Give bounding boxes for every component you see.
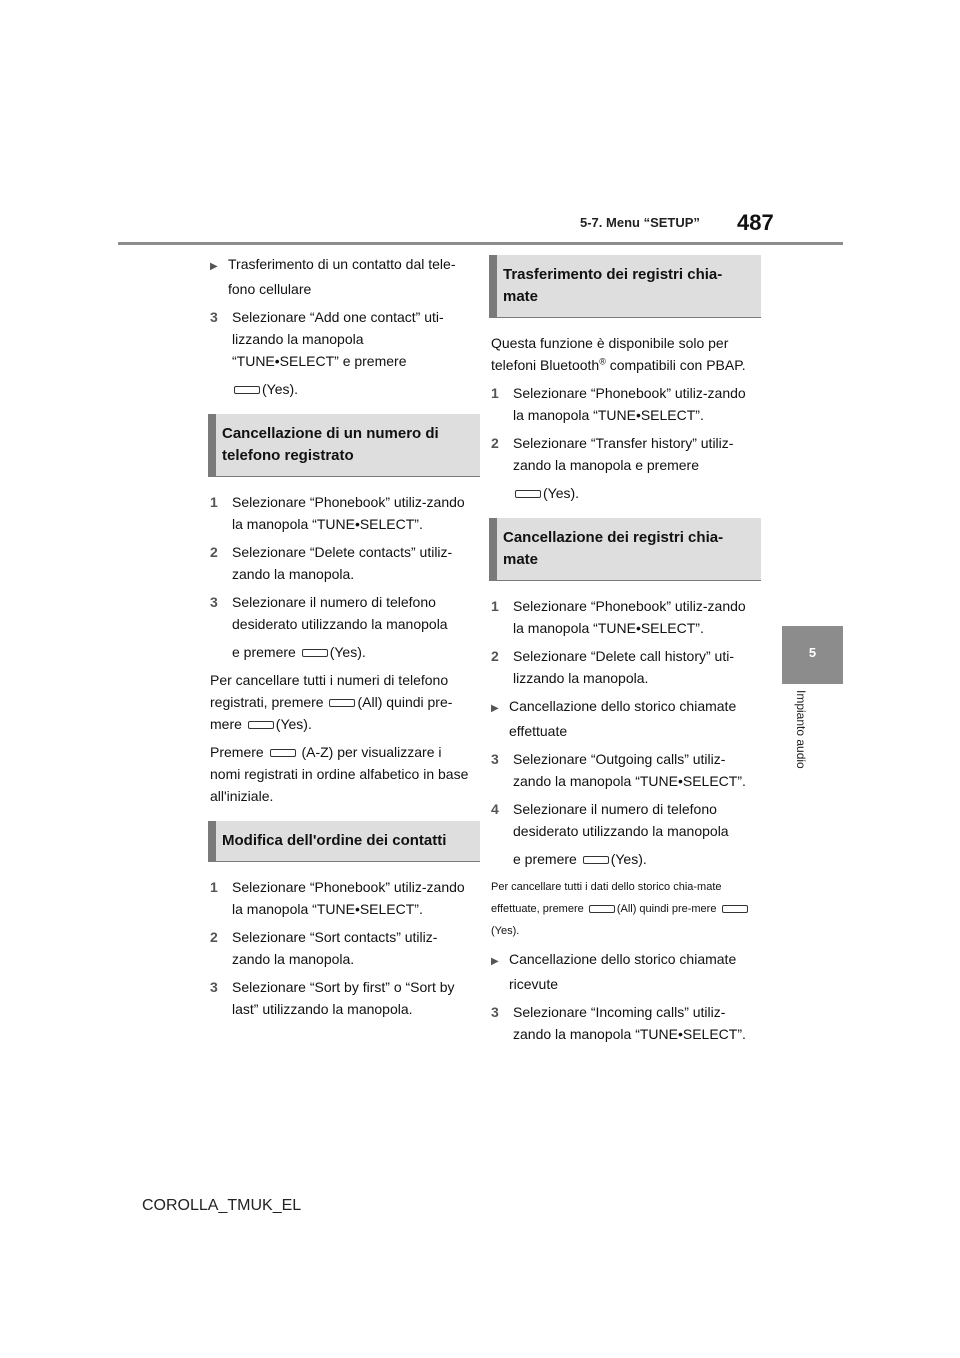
page-number: 487: [737, 210, 774, 235]
chapter-tab: [782, 626, 843, 684]
intro-text: Questa funzione è disponibile solo per telefoni Bluetooth® compatibili con PBAP.: [491, 335, 746, 373]
section-title: 5-7. Menu “SETUP”: [580, 215, 700, 230]
screen-button-icon: [270, 749, 296, 757]
heading-delete-number: Cancellazione di un numero di telefono registrato: [208, 414, 480, 477]
bullet-transfer-contact: ▶ Trasferimento di un contatto dal tele-fono cellulare: [210, 256, 456, 297]
screen-button-icon: [589, 905, 615, 913]
triangle-bullet-icon: ▶: [491, 956, 499, 967]
step-2: 2 Selezionare “Delete contacts” utiliz-zando la manopola.: [210, 544, 453, 582]
header-divider: [118, 242, 843, 245]
right-column: [491, 253, 751, 1051]
screen-button-icon: [234, 386, 260, 394]
step-2: 2 Selezionare “Delete call history” uti-lizzando la manopola.: [491, 648, 734, 686]
triangle-bullet-icon: ▶: [491, 703, 499, 714]
screen-button-icon: [583, 856, 609, 864]
step-3: 3 Selezionare il numero di telefono desiderato utilizzando la manopola: [210, 594, 448, 632]
note-delete-all: Per cancellare tutti i numeri di telefono registrati, premere (All) quindi pre-mere (Yes).: [210, 672, 453, 732]
note-delete-all-history: Per cancellare tutti i dati dello storico chia-mate effettuate, premere (All) quindi pre-mere (Yes).: [491, 876, 751, 942]
step-1: 1 Selezionare “Phonebook” utiliz-zando la manopola “TUNE•SELECT”.: [210, 494, 465, 532]
screen-button-icon: [515, 490, 541, 498]
screen-button-icon: [329, 699, 355, 707]
screen-button-icon: [722, 905, 748, 913]
heading-contact-order: Modifica dell'ordine dei contatti: [208, 821, 480, 862]
step-4-tail: e premere (Yes).: [513, 851, 647, 867]
step-2: 2 Selezionare “Sort contacts” utiliz-zando la manopola.: [210, 929, 438, 967]
step-1: 1 Selezionare “Phonebook” utiliz-zando la manopola “TUNE•SELECT”.: [491, 598, 746, 636]
step-1: 1 Selezionare “Phonebook” utiliz-zando la manopola “TUNE•SELECT”.: [491, 385, 746, 423]
heading-transfer-history: Trasferimento dei registri chia-mate: [489, 255, 761, 318]
left-column: [210, 253, 470, 1026]
bullet-outgoing: ▶ Cancellazione dello storico chiamate effettuate: [491, 698, 737, 739]
yes-line: (Yes).: [210, 378, 470, 400]
screen-button-icon: [302, 649, 328, 657]
yes-line: (Yes).: [491, 482, 751, 504]
step-1: 1 Selezionare “Phonebook” utiliz-zando la manopola “TUNE•SELECT”.: [210, 879, 465, 917]
chapter-number: 5: [808, 645, 817, 660]
bullet-incoming: ▶ Cancellazione dello storico chiamate ricevute: [491, 951, 737, 992]
note-sort-az: Premere (A-Z) per visualizzare i nomi registrati in ordine alfabetico in base all'iniziale.: [210, 744, 469, 804]
step-3: 3 Selezionare “Incoming calls” utiliz-zando la manopola “TUNE•SELECT”.: [491, 1004, 746, 1042]
heading-delete-history: Cancellazione dei registri chia-mate: [489, 518, 761, 581]
step-add-contact: 3 Selezionare “Add one contact” uti-lizzando la manopola “TUNE•SELECT” e premere: [210, 309, 444, 369]
footer-model: COROLLA_TMUK_EL: [142, 1197, 302, 1214]
step-2: 2 Selezionare “Transfer history” utiliz-zando la manopola e premere: [491, 435, 734, 473]
step-3-tail: e premere (Yes).: [232, 644, 366, 660]
triangle-bullet-icon: ▶: [210, 261, 218, 272]
step-3: 3 Selezionare “Outgoing calls” utiliz-zando la manopola “TUNE•SELECT”.: [491, 751, 746, 789]
chapter-label: Impianto audio: [794, 690, 808, 769]
step-4: 4 Selezionare il numero di telefono desiderato utilizzando la manopola: [491, 801, 729, 839]
step-3: 3 Selezionare “Sort by first” o “Sort by last” utilizzando la manopola.: [210, 979, 455, 1017]
screen-button-icon: [248, 721, 274, 729]
